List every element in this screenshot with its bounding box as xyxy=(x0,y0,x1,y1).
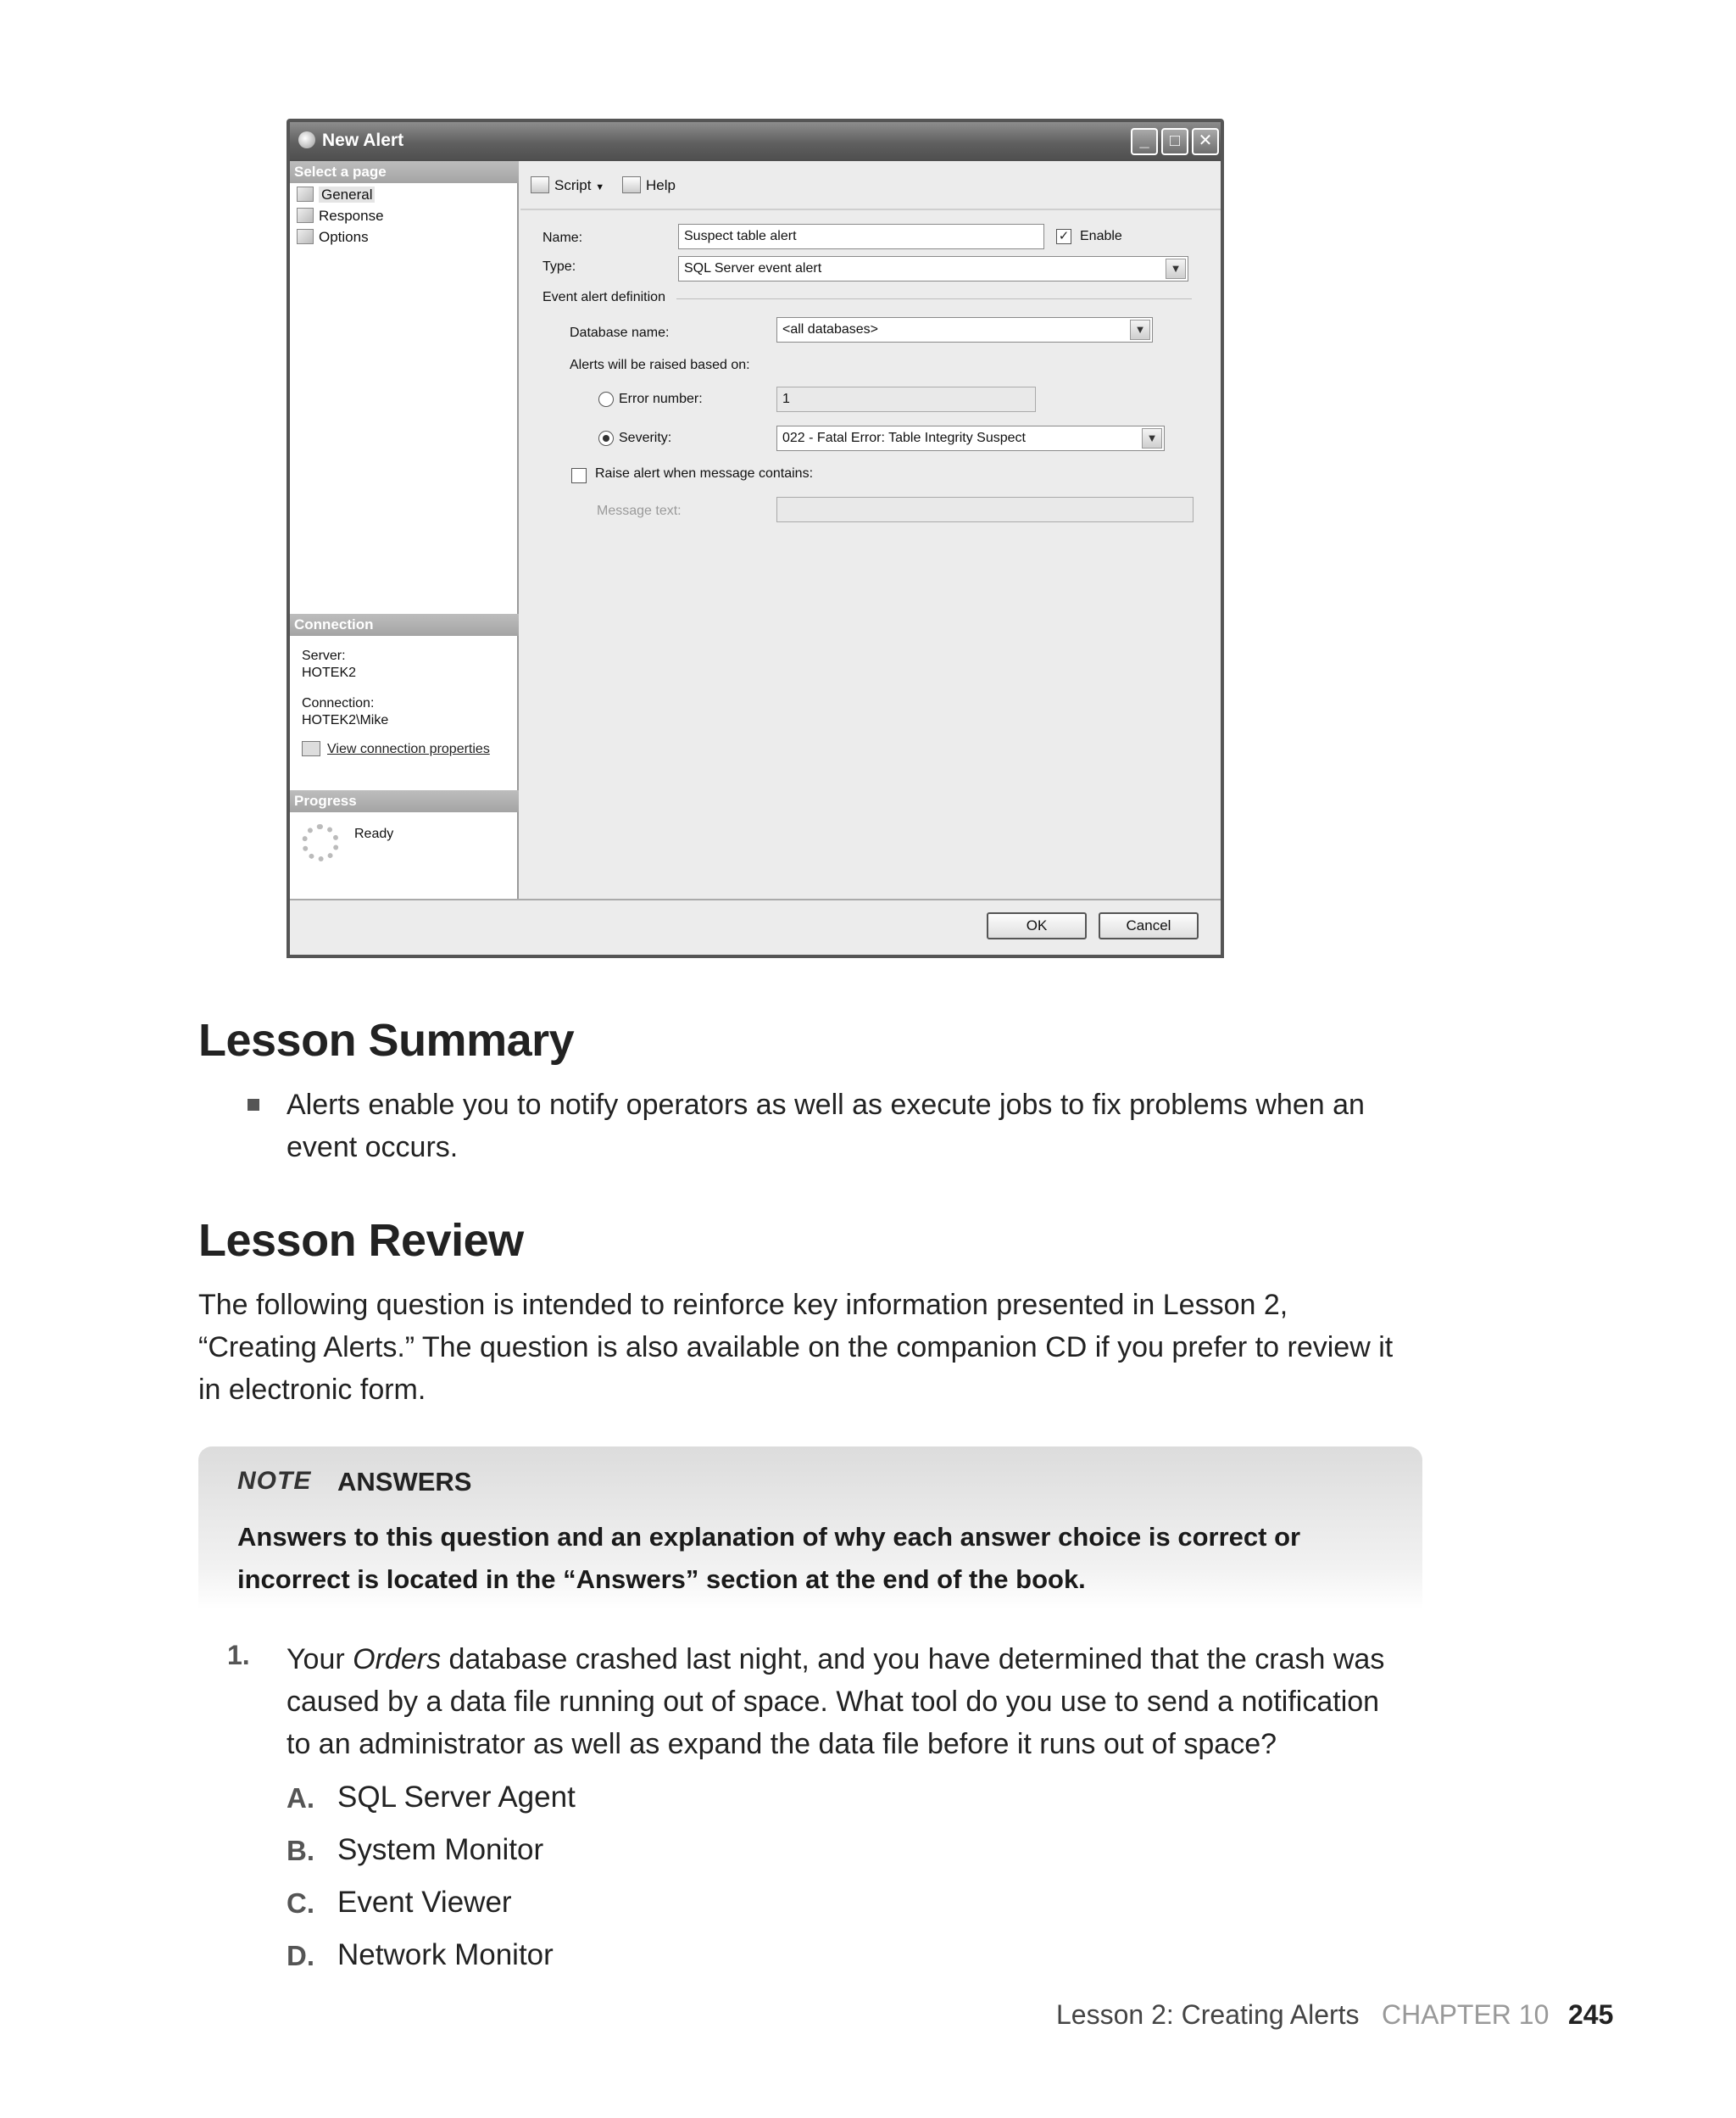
choice-letter-d: D. xyxy=(287,1940,314,1971)
chevron-down-icon: ▼ xyxy=(1166,259,1186,279)
lesson-review-heading: Lesson Review xyxy=(198,1215,524,1266)
summary-bullet-line1: Alerts enable you to notify operators as well as execute jobs to fix problems when an xyxy=(287,1089,1365,1121)
script-icon xyxy=(531,176,549,193)
type-select[interactable]: SQL Server event alert ▼ xyxy=(678,256,1188,281)
progress-header: Progress xyxy=(290,790,519,812)
footer-chapter: CHAPTER 10 xyxy=(1382,1999,1550,2030)
page-icon xyxy=(297,187,314,202)
page-item-options[interactable]: Options xyxy=(297,229,369,246)
dialog-title: New Alert xyxy=(322,131,404,150)
alerts-raised-label: Alerts will be raised based on: xyxy=(570,358,750,372)
review-line2: “Creating Alerts.” The question is also available on the companion CD if you prefer to review it xyxy=(198,1331,1394,1363)
server-label: Server: xyxy=(302,649,346,663)
note-title: ANSWERS xyxy=(337,1467,472,1497)
connection-header: Connection xyxy=(290,614,519,636)
cancel-button[interactable]: Cancel xyxy=(1099,912,1199,939)
message-text-label: Message text: xyxy=(597,504,682,518)
enable-label: Enable xyxy=(1080,229,1122,243)
choice-text-c: Event Viewer xyxy=(337,1886,512,1919)
footer-lesson: Lesson 2: Creating Alerts xyxy=(1056,1999,1360,2030)
note-text xyxy=(237,1516,1365,1601)
maximize-icon[interactable]: □ xyxy=(1161,128,1188,155)
progress-status: Ready xyxy=(354,827,394,841)
name-label: Name: xyxy=(542,231,583,245)
message-text-input[interactable] xyxy=(776,497,1194,522)
choice-text-b: System Monitor xyxy=(337,1833,544,1866)
severity-radio[interactable] xyxy=(598,431,614,446)
summary-bullet-line2: event occurs. xyxy=(287,1131,459,1163)
severity-select[interactable]: 022 - Fatal Error: Table Integrity Suspect ▼ xyxy=(776,426,1165,451)
connection-label: Connection: xyxy=(302,696,375,711)
raise-alert-label: Raise alert when message contains: xyxy=(595,466,814,481)
chevron-down-icon: ▼ xyxy=(1142,428,1162,449)
chevron-down-icon: ▼ xyxy=(1130,320,1150,340)
question-line1: Your Orders database crashed last night, and you have determined that the crash was xyxy=(287,1643,1385,1675)
page-item-response[interactable]: Response xyxy=(297,208,384,225)
database-name-label: Database name: xyxy=(570,326,670,340)
connection-value: HOTEK2\Mike xyxy=(302,713,389,727)
enable-checkbox[interactable]: ✓ xyxy=(1056,229,1071,244)
ok-button[interactable]: OK xyxy=(987,912,1087,939)
view-connection-properties-link[interactable]: View connection properties xyxy=(302,741,490,757)
choice-text-a: SQL Server Agent xyxy=(337,1781,576,1814)
dialog-toolbar xyxy=(520,161,1221,210)
choice-letter-a: A. xyxy=(287,1782,314,1814)
raise-alert-checkbox[interactable] xyxy=(571,468,587,483)
error-number-input[interactable]: 1 xyxy=(776,387,1036,412)
page-icon xyxy=(297,208,314,223)
database-name-select[interactable]: <all databases> ▼ xyxy=(776,317,1153,343)
note-line1: Answers to this question and an explanation of why each answer choice is correct or xyxy=(237,1522,1301,1552)
left-pane xyxy=(290,161,519,899)
note-line2: incorrect is located in the “Answers” section at the end of the book. xyxy=(237,1564,1086,1594)
select-page-header: Select a page xyxy=(290,161,519,183)
question-line3: to an administrator as well as expand the data file before it runs out of space? xyxy=(287,1728,1277,1760)
right-pane xyxy=(520,161,1221,899)
help-icon xyxy=(622,176,641,193)
review-line3: in electronic form. xyxy=(198,1374,426,1406)
dialog-titlebar xyxy=(290,122,1221,161)
question-line2: caused by a data file running out of space. What tool do you use to send a notification xyxy=(287,1686,1380,1718)
event-alert-group-label: Event alert definition xyxy=(542,290,665,304)
name-input[interactable]: Suspect table alert xyxy=(678,224,1044,249)
help-button[interactable]: Help xyxy=(622,176,676,194)
chevron-down-icon: ▼ xyxy=(595,182,605,192)
bullet-icon xyxy=(248,1099,259,1111)
review-line1: The following question is intended to reinforce key information presented in Lesson 2, xyxy=(198,1289,1288,1321)
page-icon xyxy=(297,229,314,244)
properties-icon xyxy=(302,741,320,756)
error-number-label: Error number: xyxy=(619,392,703,406)
script-button[interactable]: Script ▼ xyxy=(531,176,604,194)
footer-page-number: 245 xyxy=(1568,1999,1614,2030)
lesson-summary-heading: Lesson Summary xyxy=(198,1015,575,1066)
app-icon xyxy=(298,131,315,148)
page-item-general[interactable]: General xyxy=(297,187,375,203)
minimize-icon[interactable]: _ xyxy=(1131,128,1158,155)
progress-area xyxy=(290,824,519,875)
choice-text-d: Network Monitor xyxy=(337,1938,554,1971)
choice-letter-c: C. xyxy=(287,1887,314,1919)
close-icon[interactable]: ✕ xyxy=(1192,128,1219,155)
server-value: HOTEK2 xyxy=(302,666,357,680)
choice-letter-b: B. xyxy=(287,1835,314,1866)
progress-spinner-icon xyxy=(302,824,339,861)
type-label: Type: xyxy=(542,259,576,274)
new-alert-dialog-screenshot xyxy=(287,119,1224,958)
question-number: 1. xyxy=(227,1640,250,1670)
dialog-footer xyxy=(290,899,1221,958)
note-label: NOTE xyxy=(237,1467,312,1495)
error-number-radio[interactable] xyxy=(598,392,614,407)
group-divider xyxy=(676,298,1192,299)
note-box xyxy=(198,1446,1422,1609)
severity-label: Severity: xyxy=(619,431,672,445)
